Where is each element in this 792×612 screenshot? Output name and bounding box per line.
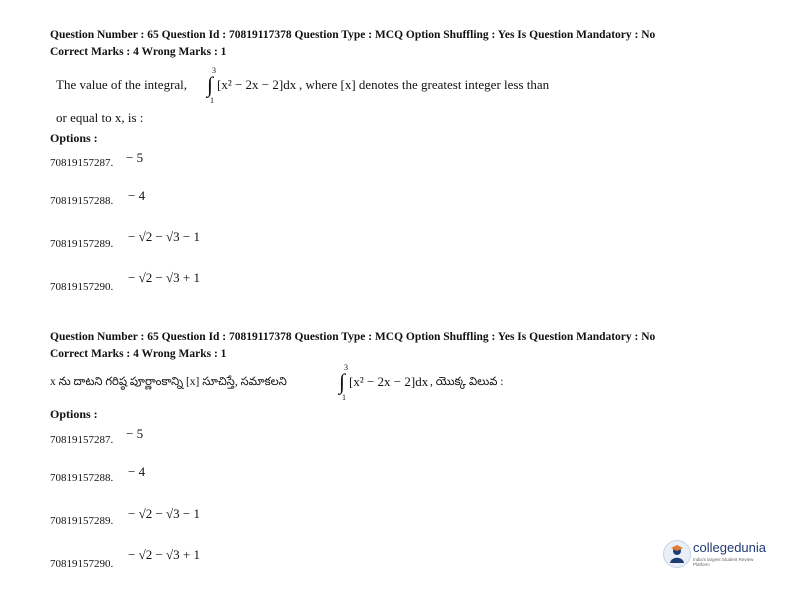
question-text-post: , where [x] denotes the greatest integer less than bbox=[299, 77, 550, 92]
option-id: 70819157289. bbox=[50, 238, 114, 250]
option-id: 70819157290. bbox=[50, 558, 114, 570]
option-id: 70819157290. bbox=[50, 281, 114, 293]
logo-name: collegedunia bbox=[693, 540, 767, 555]
question-meta-line2: Correct Marks : 4 Wrong Marks : 1 bbox=[50, 348, 227, 360]
option-value[interactable]: − √2 − √3 + 1 bbox=[128, 547, 201, 562]
integral-body: [x² − 2x − 2]dx bbox=[217, 77, 297, 92]
logo-tagline: India's largest Student Review Platform bbox=[693, 557, 754, 567]
option-id: 70819157289. bbox=[50, 515, 114, 527]
options-label: Options : bbox=[50, 407, 98, 421]
option-id: 70819157288. bbox=[50, 195, 114, 207]
integral-lower-limit: 1 bbox=[342, 393, 346, 402]
option-id: 70819157288. bbox=[50, 472, 114, 484]
option-value[interactable]: − √2 − √3 − 1 bbox=[128, 229, 201, 244]
integral-lower-limit: 1 bbox=[210, 96, 214, 105]
option-value[interactable]: − 5 bbox=[126, 150, 144, 165]
option-value[interactable]: − 5 bbox=[126, 426, 144, 441]
option-value[interactable]: − 4 bbox=[128, 188, 146, 203]
question-text-post: , యొక్క విలువ : bbox=[430, 376, 504, 388]
question-text-line2: or equal to x, is : bbox=[56, 110, 144, 125]
question-meta-line2: Correct Marks : 4 Wrong Marks : 1 bbox=[50, 46, 227, 58]
collegedunia-logo bbox=[663, 538, 765, 572]
question-meta-line1: Question Number : 65 Question Id : 70819117378 Question Type : MCQ Option Shuffling : Yes Is Question Mandatory : No bbox=[50, 29, 656, 41]
question-text-pre: x ను దాటని గరిష్ఠ పూర్ణాంకాన్ని [x] సూచిస్తే, సమాకలని bbox=[50, 376, 287, 388]
integral-sign: ∫ bbox=[207, 72, 214, 97]
integral-upper-limit: 3 bbox=[212, 66, 216, 75]
graduate-icon bbox=[663, 540, 691, 568]
options-label: Options : bbox=[50, 131, 98, 145]
question-text-pre: The value of the integral, bbox=[56, 77, 188, 92]
question-meta-line1: Question Number : 65 Question Id : 70819117378 Question Type : MCQ Option Shuffling : Yes Is Question Mandatory : No bbox=[50, 331, 656, 343]
integral-upper-limit: 3 bbox=[344, 363, 348, 372]
integral-body: [x² − 2x − 2]dx bbox=[349, 374, 429, 389]
option-value[interactable]: − √2 − √3 − 1 bbox=[128, 506, 201, 521]
option-id: 70819157287. bbox=[50, 157, 114, 169]
option-value[interactable]: − 4 bbox=[128, 464, 146, 479]
option-value[interactable]: − √2 − √3 + 1 bbox=[128, 270, 201, 285]
integral-sign: ∫ bbox=[339, 369, 346, 394]
option-id: 70819157287. bbox=[50, 434, 114, 446]
